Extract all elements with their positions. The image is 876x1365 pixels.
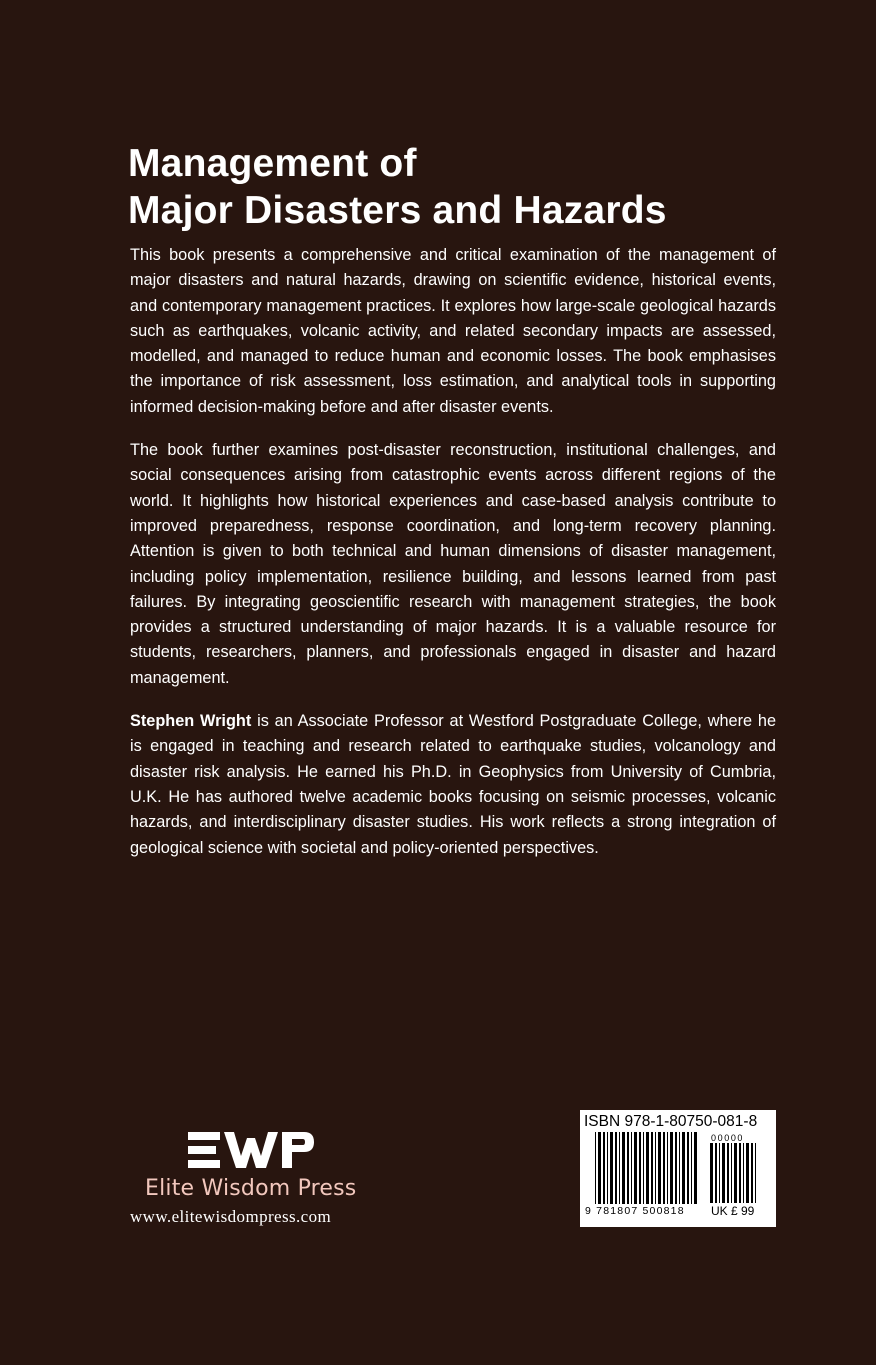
publisher-url[interactable]: www.elitewisdompress.com — [130, 1207, 332, 1226]
price-label: UK £ 99 — [711, 1204, 755, 1218]
barcode-addon-digits: 00000 — [711, 1133, 745, 1143]
blurb — [130, 243, 776, 879]
book-title — [128, 140, 768, 234]
book-title-line-1: Management of — [128, 142, 417, 185]
publisher-logo-block — [130, 1122, 380, 1232]
author-bio-text: is an Associate Professor at Westford Postgraduate College, where he is engaged in teaching and research related to earthquake studies, volcanology and disaster risk analysis. He earned his Ph.D. in Geophysics from University of Cumbria, U.K. He has authored twelve academic books focusing on seismic processes, volcanic hazards, and interdisciplinary disaster studies. His work reflects a strong integration of geological science with societal and policy-oriented perspectives. — [130, 712, 776, 857]
publisher-logo-icon — [186, 1128, 316, 1170]
isbn-label: ISBN 978-1-80750-081-8 — [584, 1113, 758, 1130]
barcode-digits: 9 781807 500818 — [585, 1205, 685, 1217]
author-bio — [130, 709, 776, 861]
isbn-barcode — [580, 1110, 776, 1227]
blurb-paragraph-1: This book presents a comprehensive and critical examination of the management of major disasters and natural hazards, drawing on scientific evidence, historical events, and contemporary management practices. It explores how large-scale geological hazards such as earthquakes, volcanic activity, and related secondary impacts are assessed, modelled, and managed to reduce human and economic losses. The book emphasises the importance of risk assessment, loss estimation, and analytical tools in supporting informed decision-making before and after disaster events. — [130, 246, 776, 416]
author-name: Stephen Wright — [130, 712, 252, 731]
blurb-paragraph-2: The book further examines post-disaster reconstruction, institutional challenges, and social consequences arising from catastrophic events across different regions of the world. It highlights how historical experiences and case-based analysis contribute to improved preparedness, response coordination, and long-term recovery planning. Attention is given to both technical and human dimensions of disaster management, including policy implementation, resilience building, and lessons learned from past failures. By integrating geoscientific research with management strategies, the book provides a structured understanding of major hazards. It is a valuable resource for students, researchers, planners, and professionals engaged in disaster and hazard management. — [130, 441, 776, 687]
book-title-line-2: Major Disasters and Hazards — [128, 189, 667, 232]
publisher-name: Elite Wisdom Press — [145, 1176, 357, 1201]
